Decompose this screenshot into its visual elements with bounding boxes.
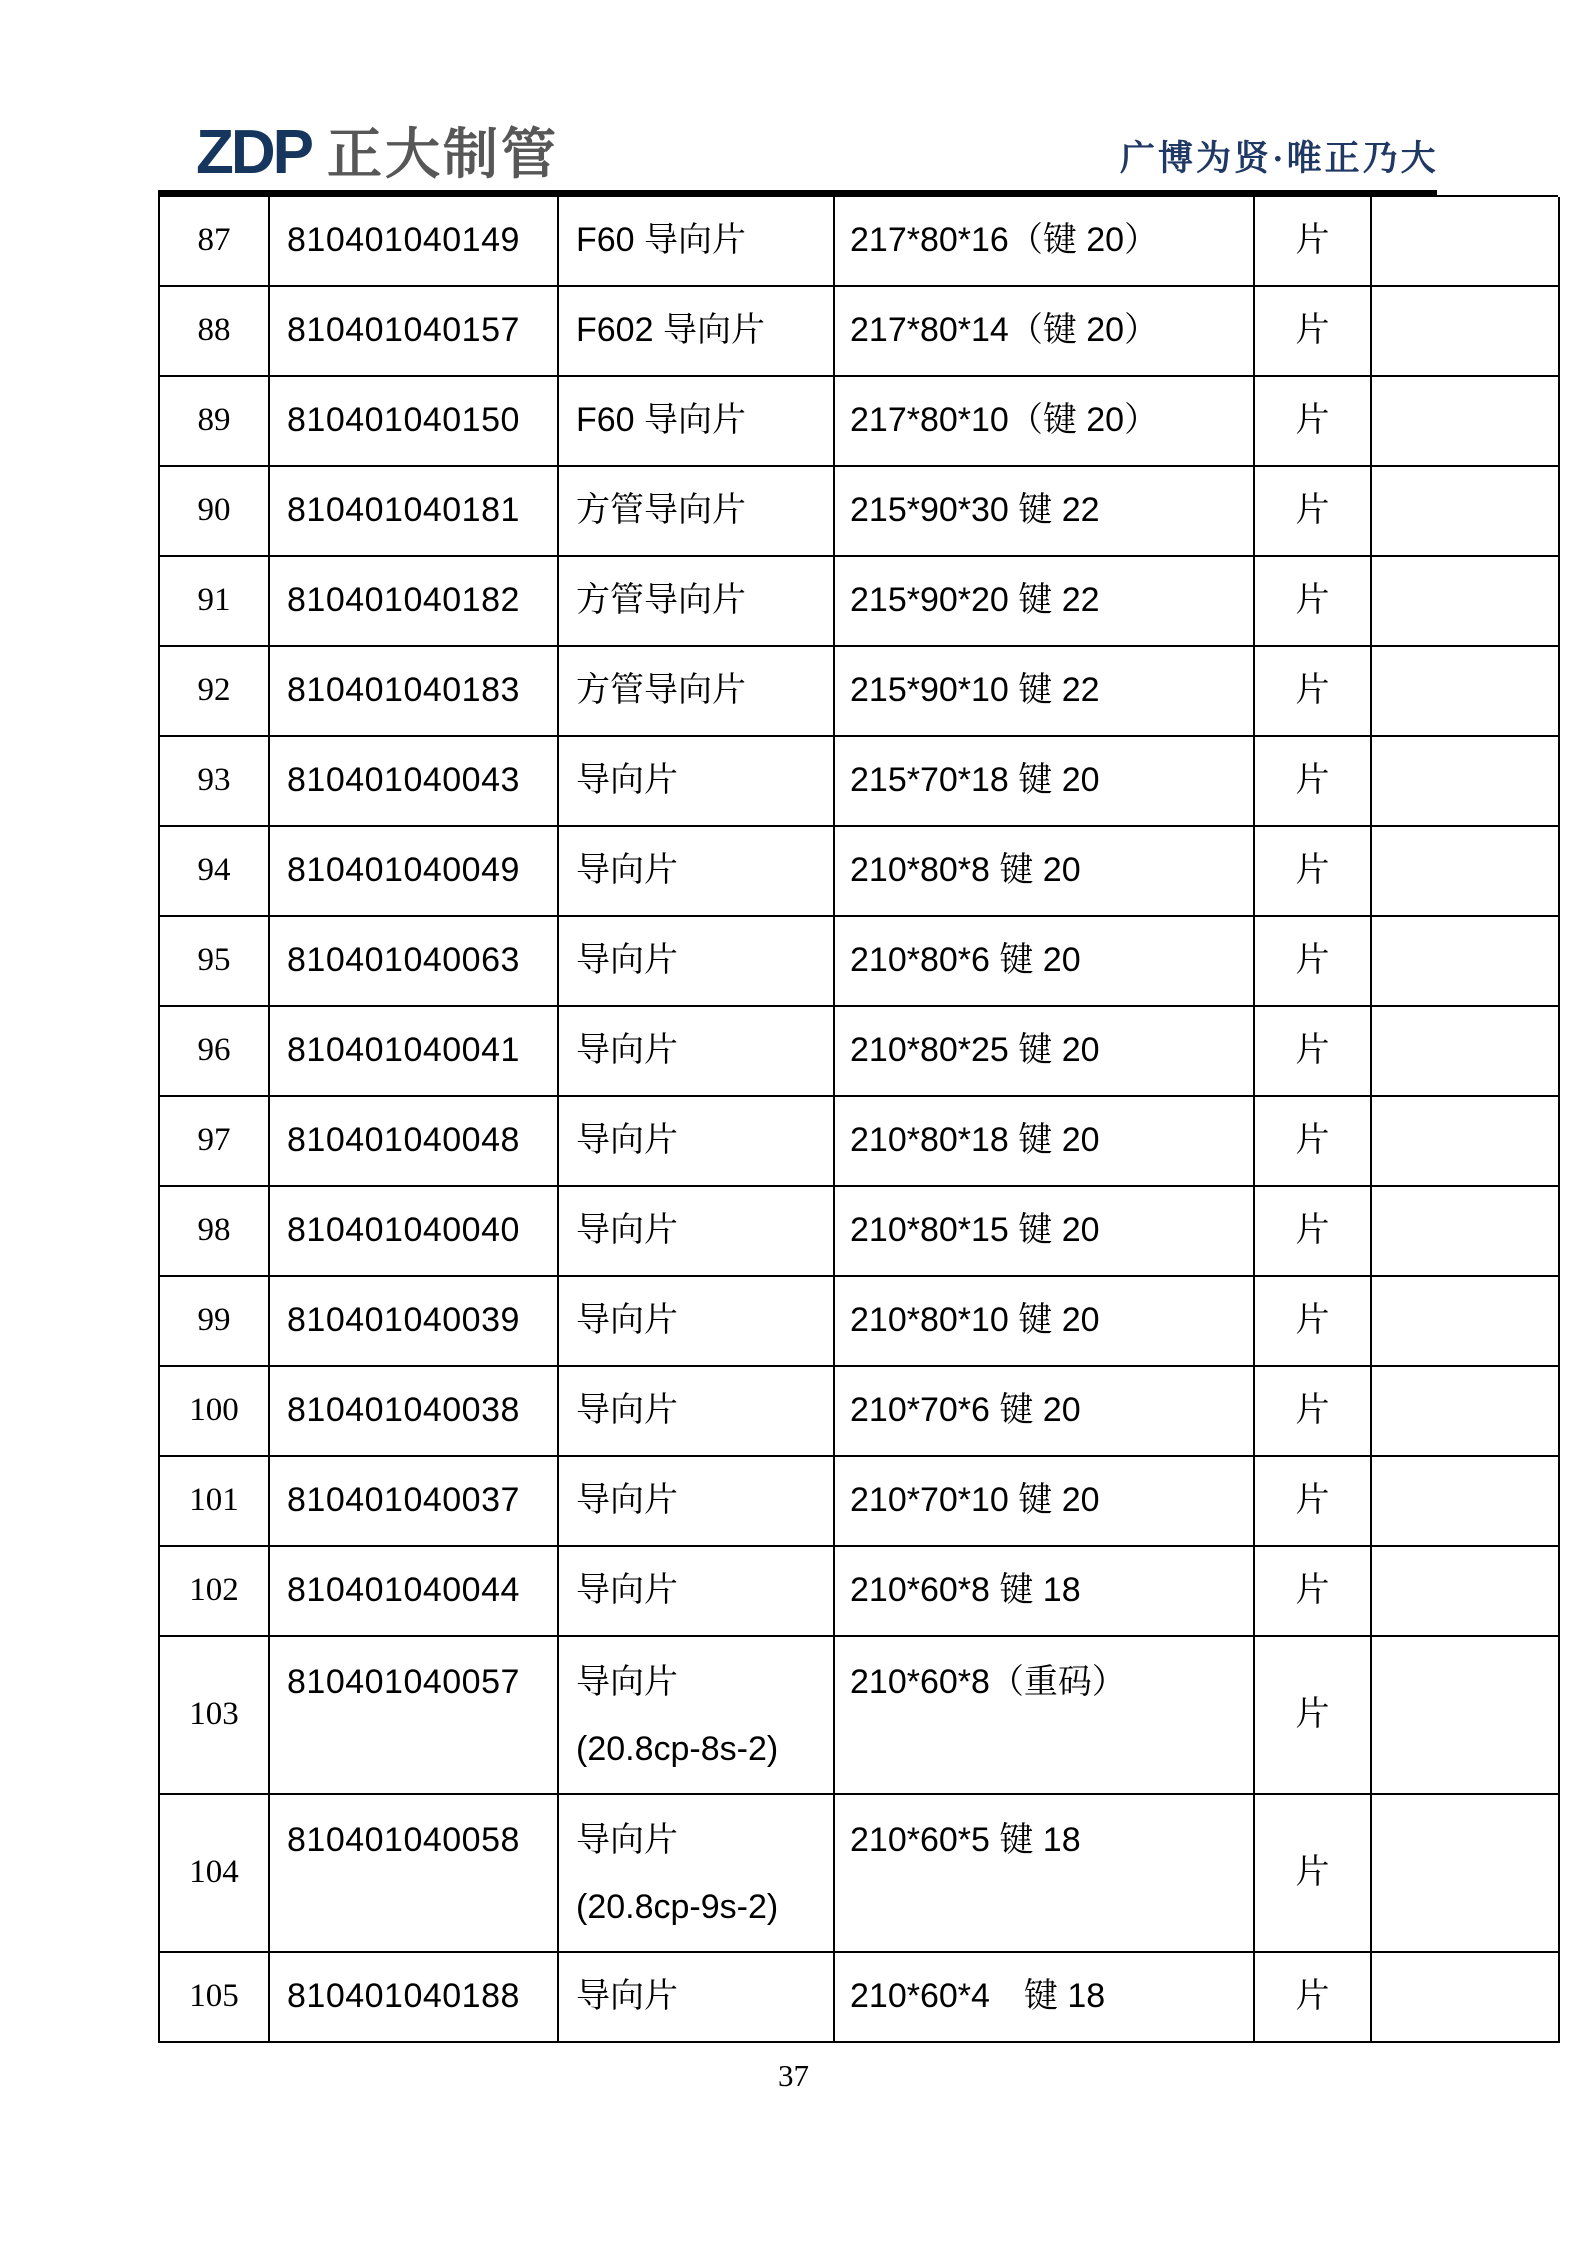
item-unit-cell: 片 [1255,1795,1372,1953]
page-number: 37 [778,2058,809,2093]
item-code-cell: 810401040149 [270,197,559,287]
item-unit-cell: 片 [1255,737,1372,827]
empty-cell [1372,1953,1560,2043]
item-spec-cell: 215*90*20 键 22 [835,557,1255,647]
item-code-cell: 810401040040 [270,1187,559,1277]
empty-cell [1372,647,1560,737]
item-name-cell: 导向片 [559,1007,835,1097]
empty-cell [1372,1097,1560,1187]
item-spec-cell: 210*80*15 键 20 [835,1187,1255,1277]
item-unit-cell: 片 [1255,827,1372,917]
item-code-cell: 810401040181 [270,467,559,557]
item-name-cell: F602 导向片 [559,287,835,377]
item-spec-cell: 217*80*10（键 20） [835,377,1255,467]
item-spec-cell: 210*60*4 键 18 [835,1953,1255,2043]
item-name-line2: (20.8cp-9s-2) [576,1887,779,1926]
row-number-cell: 97 [160,1097,270,1187]
row-number-cell: 101 [160,1457,270,1547]
item-code-cell: 810401040150 [270,377,559,467]
item-spec-cell: 210*60*8（重码） [835,1637,1255,1795]
empty-cell [1372,1795,1560,1953]
item-unit-cell: 片 [1255,1187,1372,1277]
empty-cell [1372,1637,1560,1795]
item-code-cell: 810401040043 [270,737,559,827]
item-unit-cell: 片 [1255,197,1372,287]
item-spec-cell: 210*80*6 键 20 [835,917,1255,1007]
item-name-cell: 导向片 [559,1953,835,2043]
empty-cell [1372,467,1560,557]
item-name-cell: F60 导向片 [559,197,835,287]
item-name-cell [559,1637,835,1795]
item-name-cell: 导向片 [559,1457,835,1547]
item-spec-cell: 210*70*6 键 20 [835,1367,1255,1457]
row-number-cell: 89 [160,377,270,467]
item-name-cell: 方管导向片 [559,467,835,557]
item-unit-cell: 片 [1255,1457,1372,1547]
item-spec-cell: 210*80*18 键 20 [835,1097,1255,1187]
item-name-cell: 导向片 [559,1187,835,1277]
item-name-cell: 导向片 [559,1547,835,1637]
empty-cell [1372,737,1560,827]
item-spec-cell: 217*80*16（键 20） [835,197,1255,287]
empty-cell [1372,197,1560,287]
item-name-cell: F60 导向片 [559,377,835,467]
row-number-cell: 93 [160,737,270,827]
row-number-cell: 96 [160,1007,270,1097]
item-code-cell: 810401040037 [270,1457,559,1547]
item-code-cell: 810401040157 [270,287,559,377]
item-code-cell: 810401040183 [270,647,559,737]
item-unit-cell: 片 [1255,647,1372,737]
empty-cell [1372,1457,1560,1547]
item-spec-cell: 210*60*5 键 18 [835,1795,1255,1953]
row-number-cell: 95 [160,917,270,1007]
item-unit-cell: 片 [1255,1097,1372,1187]
item-name-cell: 方管导向片 [559,647,835,737]
row-number-cell: 103 [160,1637,270,1795]
item-spec-cell: 215*90*10 键 22 [835,647,1255,737]
item-spec-cell: 210*60*8 键 18 [835,1547,1255,1637]
item-code-cell: 810401040063 [270,917,559,1007]
item-code-cell: 810401040049 [270,827,559,917]
item-spec-cell: 215*70*18 键 20 [835,737,1255,827]
row-number-cell: 105 [160,1953,270,2043]
empty-cell [1372,1277,1560,1367]
item-unit-cell: 片 [1255,1547,1372,1637]
empty-cell [1372,377,1560,467]
item-unit-cell: 片 [1255,1277,1372,1367]
item-unit-cell: 片 [1255,1367,1372,1457]
row-number-cell: 87 [160,197,270,287]
row-number-cell: 94 [160,827,270,917]
empty-cell [1372,917,1560,1007]
row-number-cell: 91 [160,557,270,647]
item-unit-cell: 片 [1255,467,1372,557]
parts-table [158,195,1558,2043]
item-code-cell: 810401040044 [270,1547,559,1637]
company-logo [196,118,560,187]
item-name-cell: 导向片 [559,1277,835,1367]
row-number-cell: 90 [160,467,270,557]
item-name-cell: 导向片 [559,827,835,917]
item-code-cell: 810401040057 [270,1637,559,1795]
item-unit-cell: 片 [1255,1007,1372,1097]
item-unit-cell: 片 [1255,917,1372,1007]
empty-cell [1372,1007,1560,1097]
item-code-cell: 810401040038 [270,1367,559,1457]
row-number-cell: 102 [160,1547,270,1637]
item-name-line1: 导向片 [576,1663,678,1701]
item-code-cell: 810401040041 [270,1007,559,1097]
item-name-cell: 导向片 [559,1367,835,1457]
row-number-cell: 104 [160,1795,270,1953]
item-unit-cell: 片 [1255,377,1372,467]
empty-cell [1372,1367,1560,1457]
item-spec-cell: 215*90*30 键 22 [835,467,1255,557]
item-name-line1: 导向片 [576,1821,678,1859]
item-name-cell: 导向片 [559,1097,835,1187]
item-unit-cell: 片 [1255,1953,1372,2043]
item-code-cell: 810401040182 [270,557,559,647]
item-unit-cell: 片 [1255,287,1372,377]
empty-cell [1372,827,1560,917]
item-code-cell: 810401040039 [270,1277,559,1367]
item-name-cell [559,1795,835,1953]
item-name-cell: 导向片 [559,737,835,827]
empty-cell [1372,287,1560,377]
row-number-cell: 98 [160,1187,270,1277]
empty-cell [1372,1547,1560,1637]
item-name-line2: (20.8cp-8s-2) [576,1729,779,1768]
empty-cell [1372,1187,1560,1277]
empty-cell [1372,557,1560,647]
item-spec-cell: 210*80*10 键 20 [835,1277,1255,1367]
row-number-cell: 88 [160,287,270,377]
item-spec-cell: 210*80*25 键 20 [835,1007,1255,1097]
logo-company-name: 正大制管 [327,123,560,186]
item-spec-cell: 210*80*8 键 20 [835,827,1255,917]
item-code-cell: 810401040048 [270,1097,559,1187]
item-code-cell: 810401040058 [270,1795,559,1953]
logo-zdp-icon: ZDP [196,118,311,187]
item-unit-cell: 片 [1255,557,1372,647]
item-code-cell: 810401040188 [270,1953,559,2043]
row-number-cell: 92 [160,647,270,737]
item-spec-cell: 210*70*10 键 20 [835,1457,1255,1547]
row-number-cell: 99 [160,1277,270,1367]
row-number-cell: 100 [160,1367,270,1457]
item-spec-cell: 217*80*14（键 20） [835,287,1255,377]
item-name-cell: 方管导向片 [559,557,835,647]
header-slogan: 广博为贤·唯正乃大 [1120,139,1439,178]
item-name-cell: 导向片 [559,917,835,1007]
item-unit-cell: 片 [1255,1637,1372,1795]
